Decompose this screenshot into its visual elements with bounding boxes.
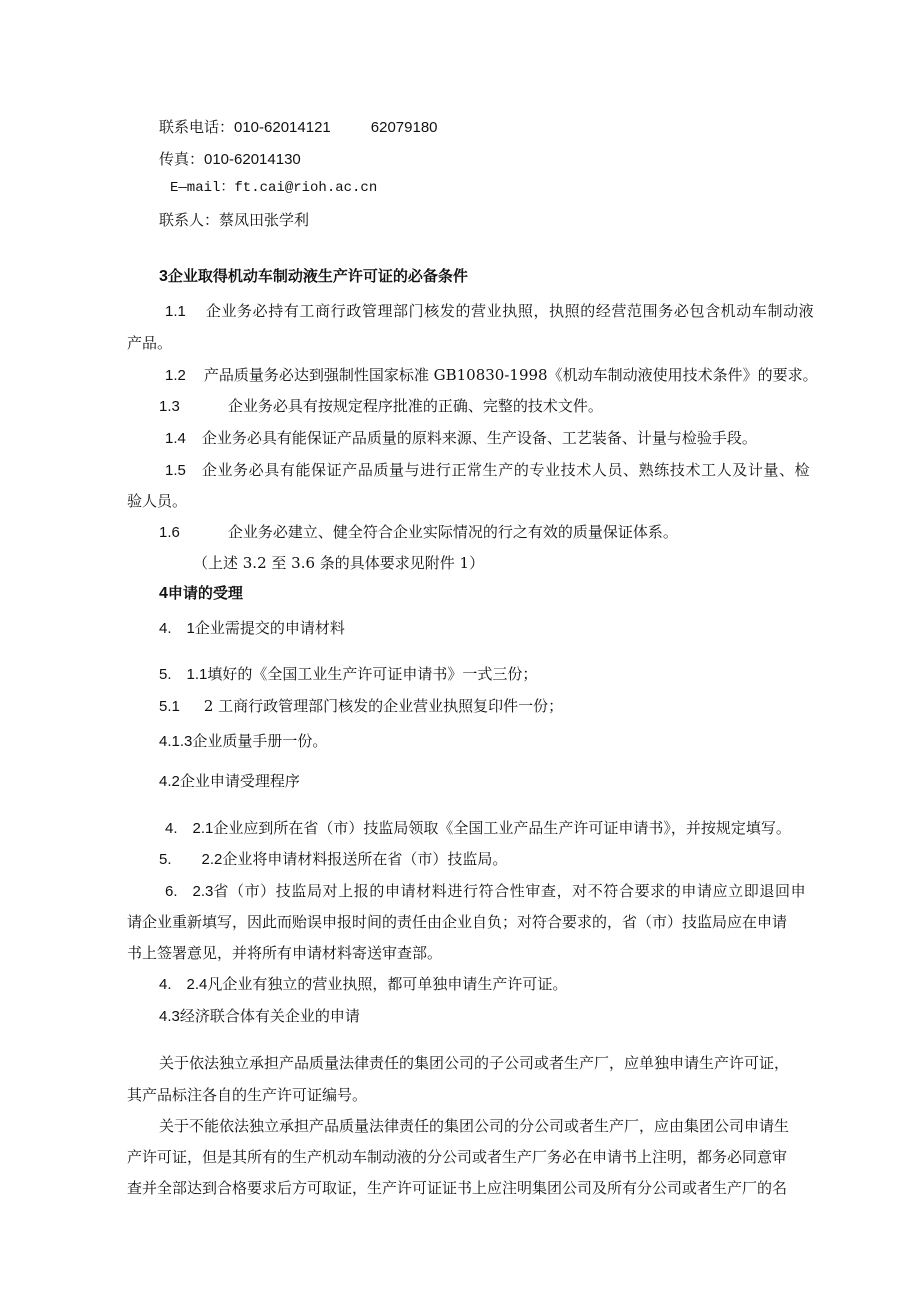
- list-item-continuation: 书上签署意见，并将所有申请材料寄送审查部。: [127, 944, 443, 962]
- list-item: [165, 818, 791, 839]
- paragraph-1-line-1: 关于依法独立承担产品质量法律责任的集团公司的子公司或者生产厂，应单独申请生产许可证，: [159, 1054, 790, 1072]
- subsection-number: 4.3: [159, 1008, 180, 1025]
- list-item-continuation: 验人员。: [127, 492, 188, 510]
- item-text: 2 工商行政管理部门核发的企业营业执照复印件一份；: [203, 697, 564, 715]
- item-number: 1.5: [165, 462, 186, 479]
- item-text: 填好的《全国工业生产许可证申请书》一式三份；: [207, 665, 538, 683]
- subsection-4-1: [159, 618, 345, 639]
- list-item: [159, 522, 678, 543]
- list-item-continuation: 产品。: [127, 334, 173, 352]
- section-4-number: 4: [159, 585, 168, 602]
- list-item: [159, 396, 603, 417]
- item-text: 产品质量务必达到强制性国家标准 GB10830-1998《机动车制动液使用技术条件》的要求。: [203, 366, 818, 384]
- item-number: 1.1: [165, 303, 186, 320]
- section-4-title: 申请的受理: [167, 585, 243, 602]
- paragraph-2-line-1: 关于不能依法独立承担产品质量法律责任的集团公司的分公司或者生产厂，应由集团公司申请生: [159, 1117, 790, 1135]
- section-3-title: 企业取得机动车制动液生产许可证的必备条件: [167, 268, 468, 285]
- list-item: [165, 460, 810, 481]
- subsection-title: 经济联合体有关企业的申请: [179, 1007, 360, 1025]
- section-3-note: （上述 3.2 至 3.6 条的具体要求见附件 1）: [193, 554, 485, 572]
- contact-phone-2: 62079180: [370, 119, 438, 136]
- contact-phone-text: 联系电话：010-62014121: [159, 119, 331, 136]
- subsection-number: 4.2: [159, 773, 180, 790]
- item-text: 企业务必持有工商行政管理部门核发的营业执照，执照的经营范围务必包含机动车制动液: [205, 302, 815, 320]
- item-number: 4. 2.1: [165, 820, 214, 837]
- item-text: 省（市）技监局对上报的申请材料进行符合性审查，对不符合要求的申请应立即退回申: [213, 882, 807, 900]
- paragraph-2-line-3: 查并全部达到合格要求后方可取证，生产许可证证书上应注明集团公司及所有分公司或者生产厂的名: [127, 1179, 788, 1197]
- item-number: 5. 1.1: [159, 666, 208, 683]
- item-number: 4.1.3: [159, 733, 193, 750]
- item-text: 企业质量手册一份。: [192, 732, 328, 750]
- list-item: [165, 301, 814, 322]
- item-text: 企业务必具有能保证产品质量的原料来源、生产设备、工艺装备、计量与检验手段。: [201, 429, 757, 447]
- item-number: 1.6: [159, 524, 180, 541]
- item-text: 凡企业有独立的营业执照，都可单独申请生产许可证。: [207, 975, 568, 993]
- list-item-continuation: 请企业重新填写，因此而贻误申报时间的责任由企业自负；对符合要求的，省（市）技监局应在申请: [127, 913, 788, 931]
- item-text: 企业务必具有能保证产品质量与进行正常生产的专业技术人员、熟练技术工人及计量、检: [201, 461, 811, 479]
- list-item: [159, 696, 563, 717]
- contact-phone: [159, 118, 438, 138]
- list-item: [165, 365, 818, 386]
- list-item: [159, 974, 567, 995]
- list-item: [159, 849, 507, 870]
- list-item: [165, 881, 806, 902]
- paragraph-2-line-2: 产许可证，但是其所有的生产机动车制动液的分公司或者生产厂务必在申请书上注明，都务必同意审: [127, 1148, 788, 1166]
- section-4-heading: [159, 584, 243, 604]
- item-number: 5.1: [159, 698, 180, 715]
- list-item: [165, 428, 757, 449]
- list-item: [159, 664, 537, 685]
- item-number: 5. 2.2: [159, 851, 223, 868]
- subsection-4-3: [159, 1006, 360, 1027]
- item-text: 企业务必建立、健全符合企业实际情况的行之有效的质量保证体系。: [227, 523, 678, 541]
- item-text: 企业应到所在省（市）技监局领取《全国工业产品生产许可证申请书》，并按规定填写。: [213, 819, 791, 837]
- item-number: 1.3: [159, 398, 180, 415]
- item-number: 6. 2.3: [165, 883, 214, 900]
- paragraph-1-line-2: 其产品标注各自的生产许可证编号。: [127, 1086, 368, 1104]
- item-text: 企业务必具有按规定程序批准的正确、完整的技术文件。: [227, 397, 603, 415]
- subsection-4-2: [159, 771, 300, 792]
- section-3-number: 3: [159, 268, 168, 285]
- subsection-title: 企业申请受理程序: [179, 772, 300, 790]
- contact-fax: 传真：010-62014130: [159, 151, 301, 168]
- list-item: [159, 731, 327, 752]
- contact-people: 联系人：蔡凤田张学利: [159, 211, 310, 229]
- item-number: 1.4: [165, 430, 186, 447]
- subsection-number: 4. 1: [159, 620, 195, 637]
- subsection-title: 企业需提交的申请材料: [194, 619, 345, 637]
- section-3-heading: [159, 267, 468, 287]
- item-number: 1.2: [165, 367, 186, 384]
- contact-email: E—mail：ft.cai@rioh.ac.cn: [170, 180, 378, 196]
- item-number: 4. 2.4: [159, 976, 208, 993]
- item-text: 企业将申请材料报送所在省（市）技监局。: [222, 850, 508, 868]
